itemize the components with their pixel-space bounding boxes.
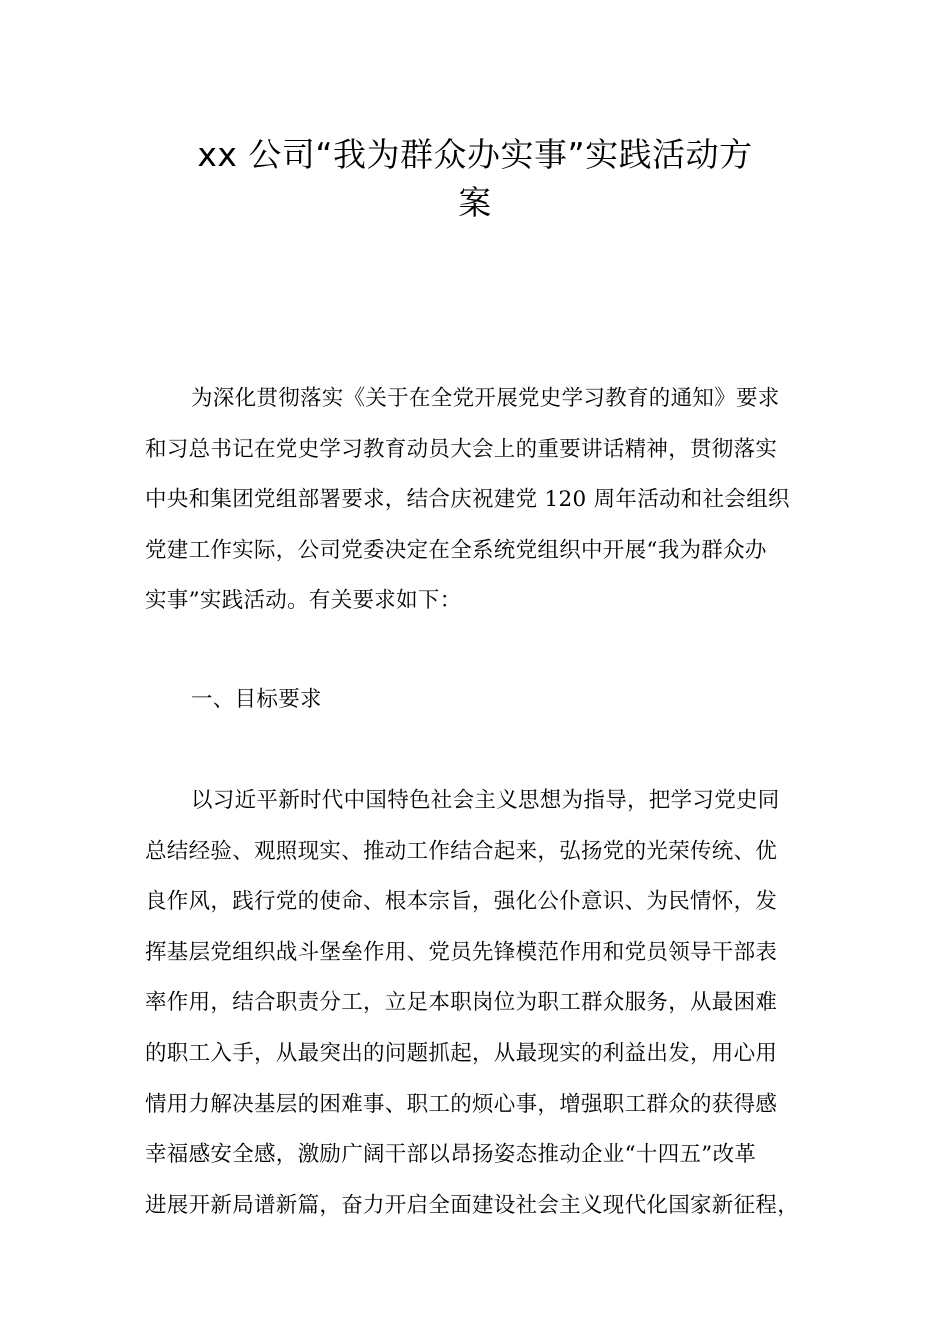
section-heading-text: 一、目标要求 <box>191 687 322 712</box>
paragraph-line: 中央和集团党组部署要求，结合庆祝建党 120 周年活动和社会组织 <box>145 487 790 513</box>
title-line-2: 案 <box>458 183 492 222</box>
paragraph-line: 幸福感安全感，激励广阔干部以昂扬姿态推动企业“十四五”改革 <box>145 1142 757 1168</box>
paragraph-line: 率作用，结合职责分工，立足本职岗位为职工群众服务，从最困难 <box>145 990 778 1016</box>
paragraph-line: 以习近平新时代中国特色社会主义思想为指导，把学习党史同 <box>191 788 780 813</box>
paragraph-line: 的职工入手，从最突出的问题抓起，从最现实的利益出发，用心用 <box>145 1040 778 1066</box>
intro-paragraph <box>145 374 809 627</box>
goals-paragraph <box>145 776 809 1231</box>
paragraph-line: 为深化贯彻落实《关于在全党开展党史学习教育的通知》要求 <box>191 386 780 411</box>
paragraph-line: 挥基层党组织战斗堡垒作用、党员先锋模范作用和党员领导干部表 <box>145 939 778 965</box>
paragraph-line: 情用力解决基层的困难事、职工的烦心事，增强职工群众的获得感 <box>145 1091 778 1117</box>
paragraph-line: 良作风，践行党的使命、根本宗旨，强化公仆意识、为民情怀，发 <box>145 889 778 915</box>
paragraph-line: 党建工作实际，公司党委决定在全系统党组织中开展“我为群众办 <box>145 537 767 563</box>
paragraph-line: 和习总书记在党史学习教育动员大会上的重要讲话精神，贯彻落实 <box>145 436 778 462</box>
paragraph-line: 进展开新局谱新篇，奋力开启全面建设社会主义现代化国家新征程， <box>145 1192 800 1218</box>
title-line-1: xx 公司“我为群众办实事”实践活动方 <box>197 135 753 174</box>
paragraph-line: 总结经验、观照现实、推动工作结合起来，弘扬党的光荣传统、优 <box>145 838 778 864</box>
paragraph-line: 实事”实践活动。有关要求如下： <box>145 588 462 614</box>
document-title <box>145 131 805 227</box>
section-heading <box>145 675 809 726</box>
